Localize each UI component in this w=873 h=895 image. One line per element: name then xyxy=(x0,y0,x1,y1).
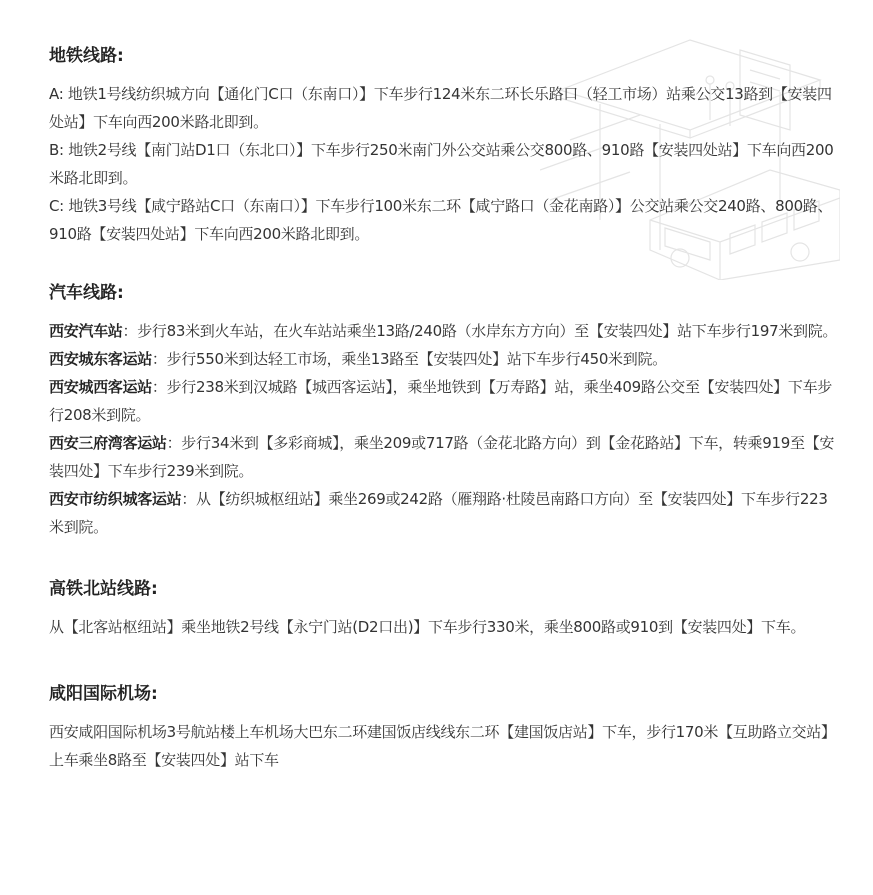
bus-route-item xyxy=(49,429,839,485)
bus-route-item xyxy=(49,345,839,373)
bus-route-item xyxy=(49,485,839,541)
route-guide xyxy=(49,44,839,805)
airport-routes-section xyxy=(49,682,839,774)
station-name: 西安城西客运站 xyxy=(49,378,152,396)
bus-routes-section xyxy=(49,281,839,541)
station-name: 西安三府湾客运站 xyxy=(49,434,167,452)
station-name: 西安汽车站 xyxy=(49,322,123,340)
bus-route-item xyxy=(49,373,839,429)
route-text: ：步行34米到【多彩商城】，乘坐209或717路（金花北路方向）到【金花路站】下车，转乘919至【安装四处】下车步行239米到院。 xyxy=(49,434,835,480)
route-text: ：从【纺织城枢纽站】乘坐269或242路（雁翔路·杜陵邑南路口方向）至【安装四处】下车步行223米到院。 xyxy=(49,490,828,536)
hsr-route: 从【北客站枢纽站】乘坐地铁2号线【永宁门站(D2口出)】下车步行330米，乘坐800路或910到【安装四处】下车。 xyxy=(49,618,806,636)
metro-routes-section xyxy=(49,44,839,248)
bus-routes-title: 汽车线路: xyxy=(49,283,124,303)
station-name: 西安市纺织城客运站 xyxy=(49,490,182,508)
bus-route-item xyxy=(49,317,839,345)
station-name: 西安城东客运站 xyxy=(49,350,152,368)
hsr-routes-section xyxy=(49,577,839,641)
hsr-routes-title: 高铁北站线路: xyxy=(49,579,158,599)
metro-route-c: C: 地铁3号线【咸宁路站C口（东南口）】下车步行100米东二环【咸宁路口（金花南路）】公交站乘公交240路、800路、910路【安装四处站】下车向西200米路北即到。 xyxy=(49,197,833,243)
metro-route-b: B: 地铁2号线【南门站D1口（东北口）】下车步行250米南门外公交站乘公交800路、910路【安装四处站】下车向西200米路北即到。 xyxy=(49,141,834,187)
metro-routes-title: 地铁线路: xyxy=(49,46,124,66)
metro-route-a: A: 地铁1号线纺织城方向【通化门C口（东南口）】下车步行124米东二环长乐路口（轻工市场）站乘公交13路到【安装四处站】下车向西200米路北即到。 xyxy=(49,85,832,131)
airport-routes-title: 咸阳国际机场: xyxy=(49,684,158,704)
route-text: ：步行238米到汉城路【城西客运站】，乘坐地铁到【万寿路】站，乘坐409路公交至【安装四处】下车步行208米到院。 xyxy=(49,378,832,424)
route-text: ：步行550米到达轻工市场，乘坐13路至【安装四处】站下车步行450米到院。 xyxy=(151,350,667,368)
airport-route: 西安咸阳国际机场3号航站楼上车机场大巴东二环建国饭店线线东二环【建国饭店站】下车，步行170米【互助路立交站】上车乘坐8路至【安装四处】站下车 xyxy=(49,723,836,769)
route-text: ：步行83米到火车站，在火车站站乘坐13路/240路（水岸东方方向）至【安装四处】站下车步行197米到院。 xyxy=(122,322,838,340)
